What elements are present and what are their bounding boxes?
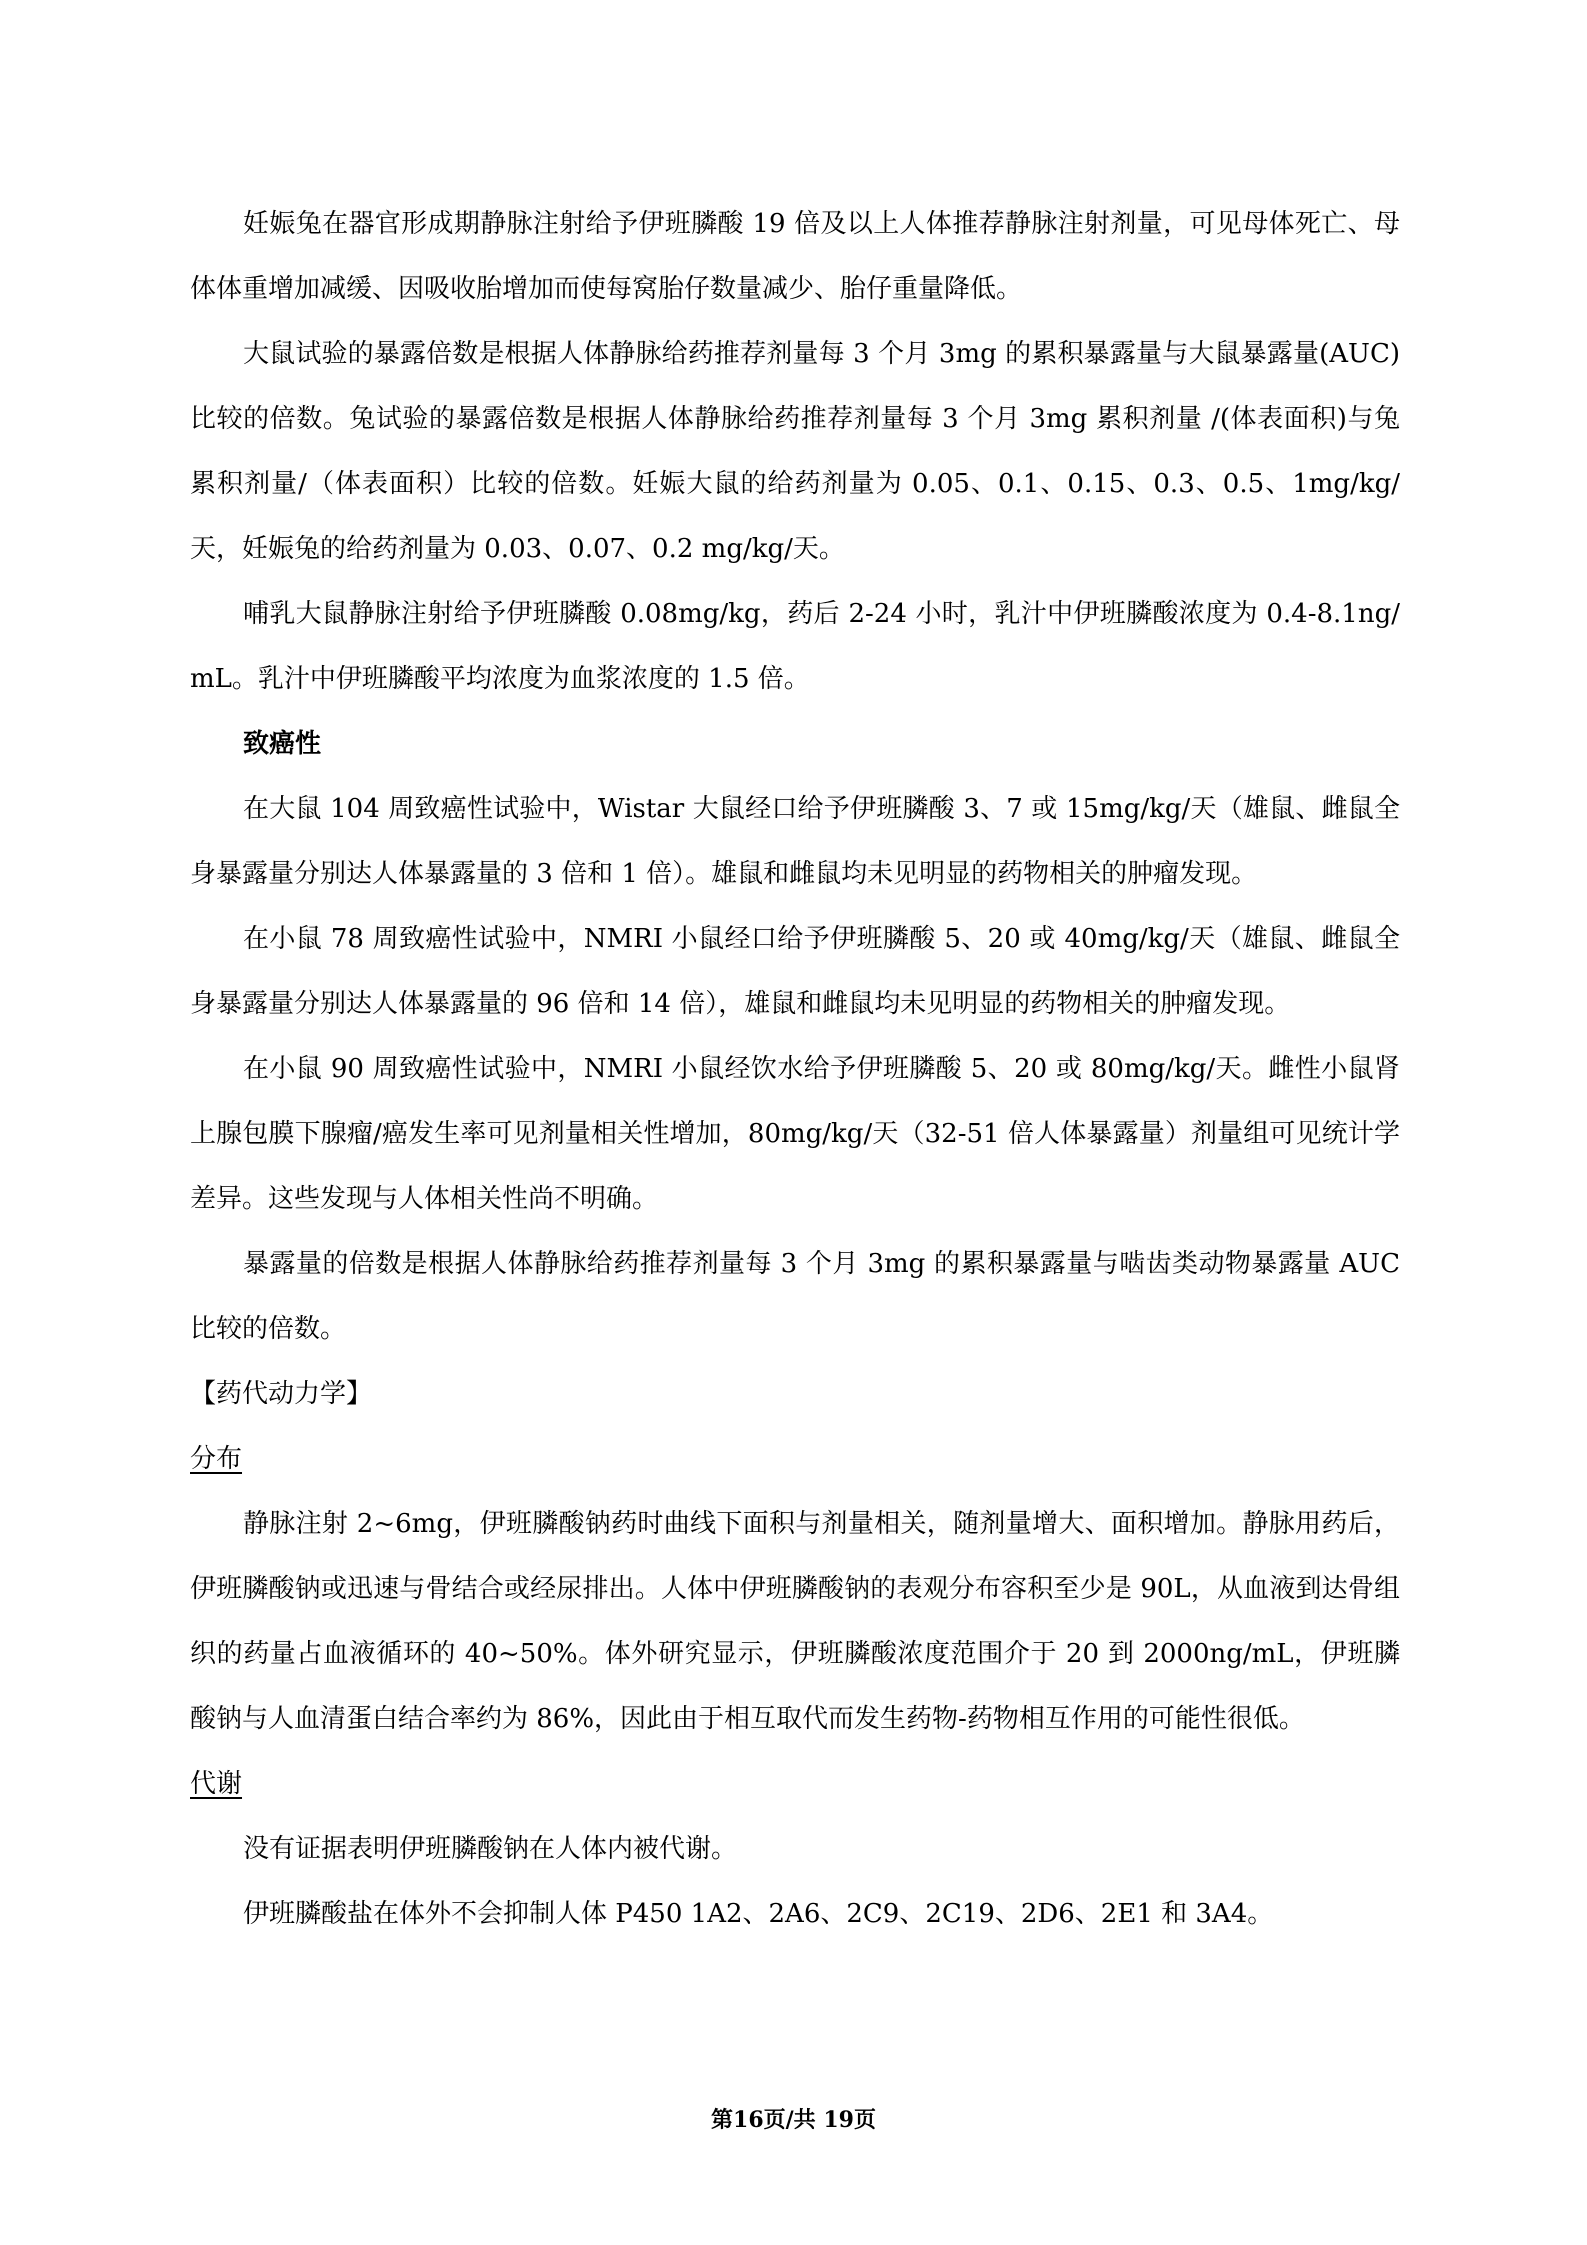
subheading-distribution-text: 分布 <box>190 1444 243 1474</box>
paragraph-lactation: 哺乳大鼠静脉注射给予伊班膦酸 0.08mg/kg，药后 2-24 小时，乳汁中伊班膦酸浓度为 0.4-8.1ng/mL。乳汁中伊班膦酸平均浓度为血浆浓度的 1.5 倍。 <box>190 599 1400 694</box>
section-pharmacokinetics: 【药代动力学】 <box>190 1379 373 1409</box>
paragraph-distribution: 静脉注射 2~6mg，伊班膦酸钠药时曲线下面积与剂量相关，随剂量增大、面积增加。静脉用药后，伊班膦酸钠或迅速与骨结合或经尿排出。人体中伊班膦酸钠的表观分布容积至少是 90L，从血液到达骨组织的药量占血液循环的 40~50%。体外研究显示，伊班膦酸浓度范围介于 20 到 2000ng/mL，伊班膦酸钠与人血清蛋白结合率约为 86%，因此由于相互取代而发生药物-药物相互作用的可能性很低。 <box>190 1509 1400 1734</box>
paragraph-exposure-note: 暴露量的倍数是根据人体静脉给药推荐剂量每 3 个月 3mg 的累积暴露量与啮齿类动物暴露量 AUC 比较的倍数。 <box>190 1249 1400 1344</box>
paragraph-metabolism: 没有证据表明伊班膦酸钠在人体内被代谢。 <box>243 1834 738 1864</box>
paragraph-exposure-multiples: 大鼠试验的暴露倍数是根据人体静脉给药推荐剂量每 3 个月 3mg 的累积暴露量与大鼠暴露量(AUC)比较的倍数。兔试验的暴露倍数是根据人体静脉给药推荐剂量每 3 个月 3mg 累积剂量 /(体表面积)与兔累积剂量/（体表面积）比较的倍数。妊娠大鼠的给药剂量为 0.05、0.1、0.15、0.3、0.5、1mg/kg/天，妊娠兔的给药剂量为 0.03、0.07、0.2 mg/kg/天。 <box>190 339 1400 564</box>
paragraph-rabbit-teratology: 妊娠兔在器官形成期静脉注射给予伊班膦酸 19 倍及以上人体推荐静脉注射剂量，可见母体死亡、母体体重增加减缓、因吸收胎增加而使每窝胎仔数量减少、胎仔重量降低。 <box>190 209 1400 304</box>
subheading-metabolism <box>190 1752 1400 1817</box>
subheading-distribution <box>190 1427 1400 1492</box>
subheading-metabolism-text: 代谢 <box>190 1769 243 1799</box>
document-body <box>190 192 1400 1947</box>
paragraph-p450: 伊班膦酸盐在体外不会抑制人体 P450 1A2、2A6、2C9、2C19、2D6、2E1 和 3A4。 <box>243 1899 1274 1929</box>
heading-carcinogenicity: 致癌性 <box>243 729 322 759</box>
paragraph-rat-104-week: 在大鼠 104 周致癌性试验中，Wistar 大鼠经口给予伊班膦酸 3、7 或 15mg/kg/天（雄鼠、雌鼠全身暴露量分别达人体暴露量的 3 倍和 1 倍）。雄鼠和雌鼠均未见明显的药物相关的肿瘤发现。 <box>190 794 1400 889</box>
paragraph-mouse-90-week: 在小鼠 90 周致癌性试验中，NMRI 小鼠经饮水给予伊班膦酸 5、20 或 80mg/kg/天。雌性小鼠肾上腺包膜下腺瘤/癌发生率可见剂量相关性增加，80mg/kg/天（32-51 倍人体暴露量）剂量组可见统计学差异。这些发现与人体相关性尚不明确。 <box>190 1054 1400 1214</box>
paragraph-mouse-78-week: 在小鼠 78 周致癌性试验中，NMRI 小鼠经口给予伊班膦酸 5、20 或 40mg/kg/天（雄鼠、雌鼠全身暴露量分别达人体暴露量的 96 倍和 14 倍），雄鼠和雌鼠均未见明显的药物相关的肿瘤发现。 <box>190 924 1400 1019</box>
page-number-footer: 第16页/共 19页 <box>711 2107 876 2133</box>
